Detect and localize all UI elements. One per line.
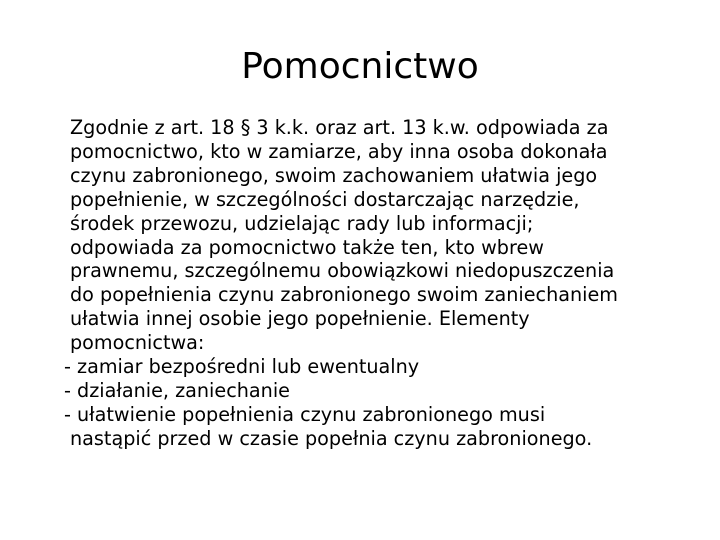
slide-title: Pomocnictwo [241, 46, 479, 87]
body-line: popełnienie, w szczególności dostarczając narzędzie, [70, 187, 580, 211]
body-line: czynu zabronionego, swoim zachowaniem ułatwia jego [70, 163, 598, 187]
list-item-continuation: nastąpić przed w czasie popełnia czynu zabronionego. [70, 426, 593, 450]
slide-body [64, 116, 694, 451]
list-item: - ułatwienie popełnienia czynu zabronionego musi [64, 402, 546, 426]
body-line: prawnemu, szczególnemu obowiązkowi niedopuszczenia [70, 259, 615, 283]
body-line: ułatwia innej osobie jego popełnienie. Elementy [70, 307, 530, 331]
body-line: środek przewozu, udzielając rady lub informacji; [70, 211, 534, 235]
body-line: pomocnictwa: [70, 331, 205, 355]
body-line: pomocnictwo, kto w zamiarze, aby inna osoba dokonała [70, 139, 608, 163]
body-line: do popełnienia czynu zabronionego swoim zaniechaniem [70, 283, 618, 307]
list-item: - zamiar bezpośredni lub ewentualny [64, 355, 420, 379]
body-line: Zgodnie z art. 18 § 3 k.k. oraz art. 13 k.w. odpowiada za [70, 116, 609, 139]
list-item: - działanie, zaniechanie [64, 378, 290, 402]
body-line: odpowiada za pomocnictwo także ten, kto wbrew [70, 235, 544, 259]
